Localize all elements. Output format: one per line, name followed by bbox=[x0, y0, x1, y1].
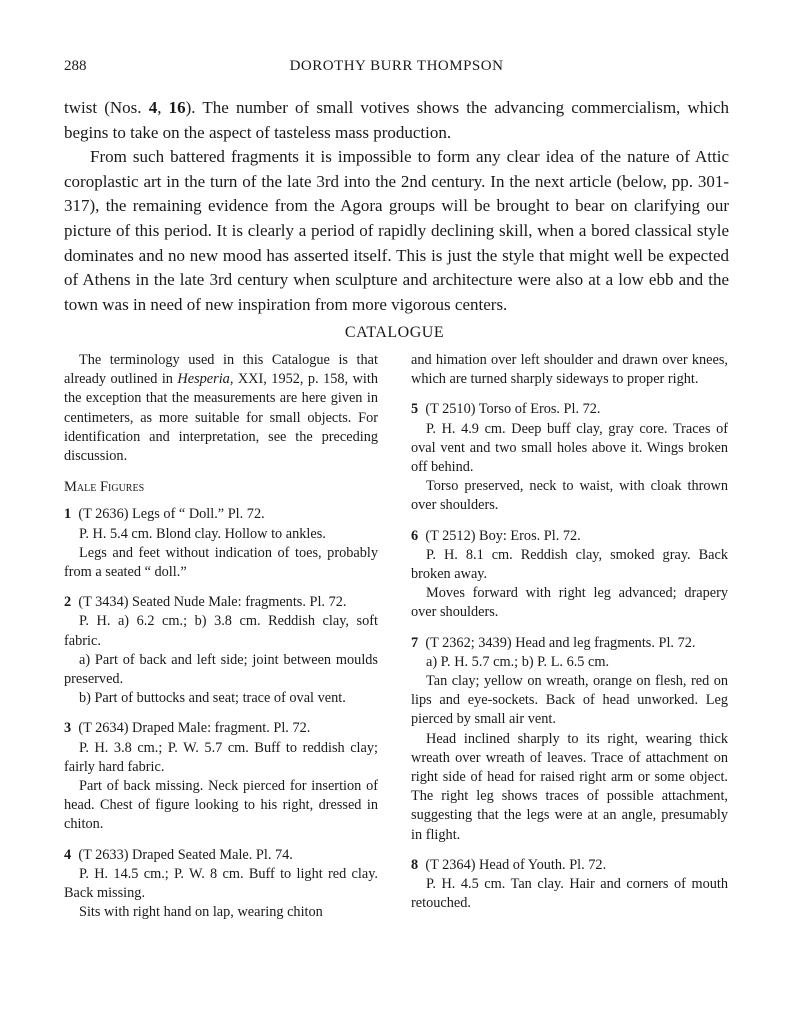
entry-line: b) Part of buttocks and seat; trace of oval vent. bbox=[79, 690, 346, 707]
entry-continuation: and himation over left shoulder and drawn over knees, which are turned sharply sideways to proper right. bbox=[411, 352, 728, 388]
entry-heading: (T 2633) Draped Seated Male. Pl. 74. bbox=[78, 846, 293, 863]
intro-paragraph-1 bbox=[64, 96, 729, 145]
entry-heading: (T 3434) Seated Nude Male: fragments. Pl. 72. bbox=[78, 594, 347, 611]
entry-number: 3 bbox=[64, 720, 72, 737]
catalogue-entry bbox=[411, 400, 728, 515]
entry-number: 1 bbox=[64, 506, 72, 523]
entry-line: Legs and feet without indication of toes, probably from a seated “ doll.” bbox=[64, 544, 378, 581]
page-header bbox=[64, 58, 729, 80]
intro-p1-prefix: twist (Nos. bbox=[64, 98, 149, 117]
entry-title bbox=[411, 527, 728, 546]
catalogue-entry bbox=[64, 846, 378, 923]
entry-line: P. H. 5.4 cm. Blond clay. Hollow to ankles. bbox=[79, 525, 326, 542]
note-journal: Hesperia bbox=[177, 371, 230, 388]
entry-title bbox=[64, 505, 378, 524]
entry-line: P. H. 3.8 cm.; P. W. 5.7 cm. Buff to reddish clay; fairly hard fabric. bbox=[64, 739, 378, 775]
entry-number: 4 bbox=[64, 846, 72, 863]
entry-title bbox=[64, 593, 378, 612]
entry-heading: (T 2364) Head of Youth. Pl. 72. bbox=[425, 856, 607, 873]
note-post: , XXI, 1952, p. 158, with the exception that the measurements are here given in centimeters, as more suitable for small objects. For identification and interpretation, see the preceding discussion. bbox=[64, 371, 378, 465]
entry-title bbox=[411, 400, 728, 419]
entry-number: 2 bbox=[64, 594, 72, 611]
entry-heading: (T 2634) Draped Male: fragment. Pl. 72. bbox=[78, 720, 311, 737]
entry-line: Moves forward with right leg advanced; drapery over shoulders. bbox=[411, 585, 728, 621]
entry-line: Part of back missing. Neck pierced for insertion of head. Chest of figure looking to his right, dressed in chiton. bbox=[64, 778, 378, 833]
entry-title bbox=[64, 719, 378, 738]
entry-line: P. H. a) 6.2 cm.; b) 3.8 cm. Reddish clay, soft fabric. bbox=[64, 613, 378, 649]
entry-line: P. H. 4.9 cm. Deep buff clay, gray core. Traces of oval vent and two small holes above it. Wings broken off behind. bbox=[411, 420, 728, 476]
catalogue-entry bbox=[64, 593, 378, 708]
entry-line: a) P. H. 5.7 cm.; b) P. L. 6.5 cm. bbox=[426, 653, 610, 670]
running-title: DOROTHY BURR THOMPSON bbox=[289, 58, 504, 74]
entry-line: P. H. 4.5 cm. Tan clay. Hair and corners of mouth retouched. bbox=[411, 876, 728, 912]
intro-ref-16: 16 bbox=[168, 98, 186, 117]
right-column bbox=[411, 351, 728, 913]
catalogue-entry bbox=[411, 634, 728, 845]
entry-number: 5 bbox=[411, 401, 419, 418]
entry-number: 6 bbox=[411, 527, 419, 544]
entry-number: 7 bbox=[411, 634, 419, 651]
catalogue-entry bbox=[64, 505, 378, 582]
catalogue-entry bbox=[411, 856, 728, 914]
entry-heading: (T 2636) Legs of “ Doll.” Pl. 72. bbox=[78, 506, 265, 523]
section-heading: Male Figures bbox=[64, 479, 145, 496]
entry-line: a) Part of back and left side; joint between moulds preserved. bbox=[64, 651, 378, 688]
entry-number: 8 bbox=[411, 856, 419, 873]
catalogue-entry bbox=[411, 527, 728, 623]
entry-title bbox=[411, 856, 728, 875]
entry-title bbox=[64, 846, 378, 865]
catalogue-note bbox=[64, 351, 378, 466]
left-column bbox=[64, 351, 378, 922]
entry-line: Head inclined sharply to its right, wearing thick wreath over wreath of leaves. Trace of attachment on right side of head for raised right arm or some object. The right leg shows traces of possible attachment, suggesting that the legs were at an angle, presumably in flight. bbox=[411, 730, 728, 843]
catalogue-title: CATALOGUE bbox=[344, 324, 445, 341]
entry-heading: (T 2512) Boy: Eros. Pl. 72. bbox=[425, 527, 581, 544]
intro-p1-sep: , bbox=[157, 98, 169, 117]
page-number: 288 bbox=[64, 58, 87, 74]
note-pre: The terminology used in this Catalogue is that already outlined in bbox=[64, 352, 378, 388]
entry-line: Sits with right hand on lap, wearing chiton bbox=[79, 904, 323, 921]
entry-line: P. H. 14.5 cm.; P. W. 8 cm. Buff to light red clay. Back missing. bbox=[64, 865, 378, 902]
intro-text bbox=[64, 96, 729, 317]
intro-paragraph-2: From such battered fragments it is impossible to form any clear idea of the nature of Attic coroplastic art in the turn of the late 3rd into the 2nd century. In the next article (below, pp. 301-317), the remaining evidence from the Agora groups will be brought to bear on clarifying our picture of this period. It is clearly a period of rapidly declining skill, when a bored classical style dominates and no new mood has asserted itself. This is just the style that might well be expected of Athens in the late 3rd century when sculpture and architecture were also at a low ebb and the town was in need of new inspiration from more vigorous centers. bbox=[64, 147, 729, 314]
entry-line: Tan clay; yellow on wreath, orange on flesh, red on lips and eye-sockets. Back of head unworked. Leg pierced by small air vent. bbox=[411, 673, 728, 728]
intro-ref-4: 4 bbox=[148, 98, 158, 117]
entry-title bbox=[411, 634, 728, 653]
entry-heading: (T 2362; 3439) Head and leg fragments. Pl. 72. bbox=[425, 634, 696, 651]
intro-p1-rest: ). The number of small votives shows the advancing commercialism, which begins to take on the aspect of tasteless mass production. bbox=[64, 98, 729, 142]
entry-heading: (T 2510) Torso of Eros. Pl. 72. bbox=[425, 401, 601, 418]
catalogue-entry bbox=[64, 719, 378, 834]
entry-line: P. H. 8.1 cm. Reddish clay, smoked gray. Back broken away. bbox=[411, 546, 728, 583]
entry-line: Torso preserved, neck to waist, with cloak thrown over shoulders. bbox=[411, 478, 728, 514]
